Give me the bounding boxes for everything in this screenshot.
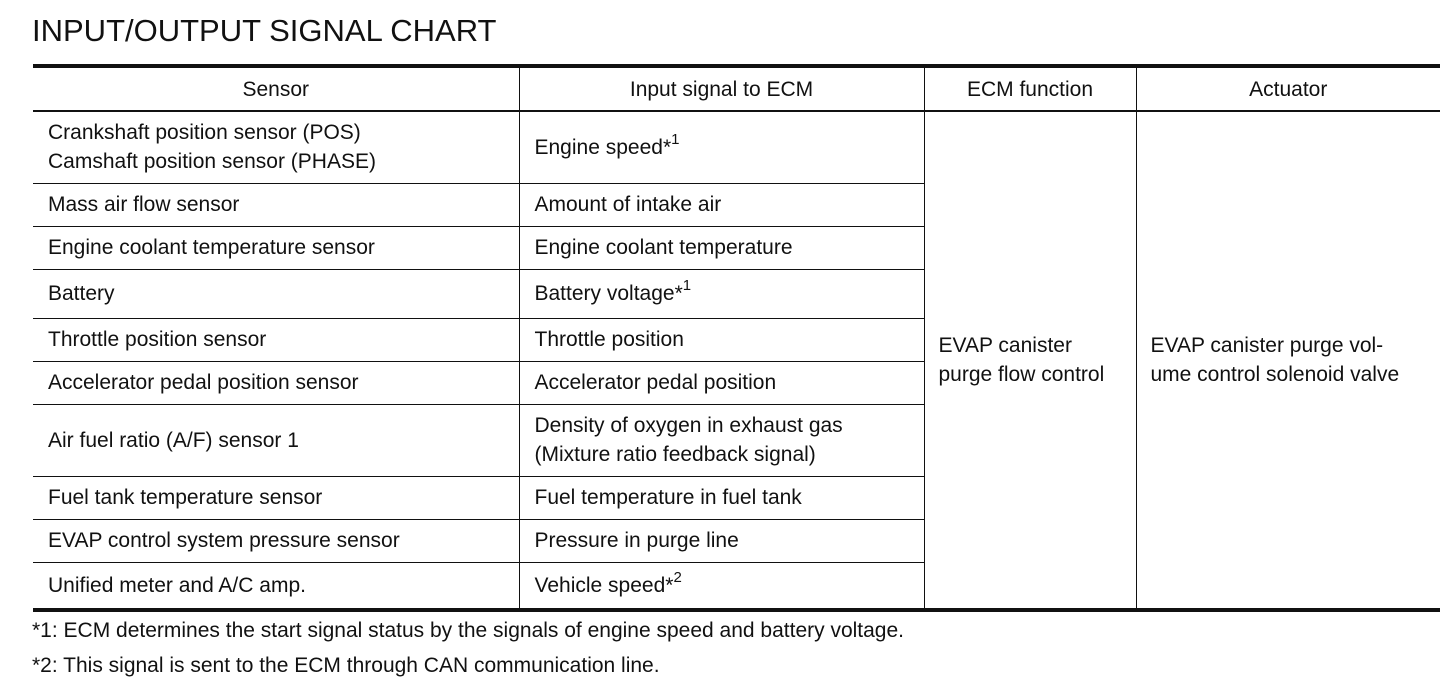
sensor-cell [33, 111, 519, 183]
input-signal-cell [519, 111, 924, 183]
actuator-line: EVAP canister purge vol- [1150, 334, 1384, 357]
actuator-cell [1136, 111, 1440, 610]
input-signal-text: Battery voltage* [534, 282, 683, 305]
input-signal-cell [519, 404, 924, 476]
input-signal-text: Vehicle speed* [534, 573, 674, 597]
sensor-cell: Air fuel ratio (A/F) sensor 1 [33, 404, 519, 476]
input-signal-cell [519, 269, 924, 318]
input-signal-line: (Mixture ratio feedback signal) [534, 443, 816, 466]
input-signal-text: Engine speed* [534, 135, 672, 159]
table-header-row [33, 66, 1440, 111]
input-signal-cell: Amount of intake air [519, 183, 924, 226]
sensor-cell: Accelerator pedal position sensor [33, 361, 519, 404]
input-signal-cell: Fuel temperature in fuel tank [519, 476, 924, 519]
ecm-function-line: EVAP canister [938, 334, 1072, 357]
input-signal-cell: Engine coolant temperature [519, 226, 924, 269]
signal-table [33, 64, 1440, 612]
sensor-cell: Throttle position sensor [33, 318, 519, 361]
sensor-cell: Fuel tank temperature sensor [33, 476, 519, 519]
sensor-cell: EVAP control system pressure sensor [33, 519, 519, 562]
actuator-line: ume control solenoid valve [1150, 363, 1400, 386]
ecm-function-line: purge flow control [938, 363, 1105, 386]
footnote-marker: 1 [682, 277, 692, 294]
sensor-cell: Engine coolant temperature sensor [33, 226, 519, 269]
footnote-marker: 2 [673, 568, 682, 586]
sensor-cell: Battery [33, 269, 519, 318]
chart-title: INPUT/OUTPUT SIGNAL CHART [32, 13, 497, 48]
ecm-function-cell [924, 111, 1136, 610]
footnote-2: *2: This signal is sent to the ECM through CAN communication line. [32, 654, 660, 677]
header-sensor: Sensor [33, 66, 519, 111]
header-ecm-function: ECM function [924, 66, 1136, 111]
input-signal-cell: Pressure in purge line [519, 519, 924, 562]
header-input-signal: Input signal to ECM [519, 66, 924, 111]
input-signal-cell [519, 562, 924, 610]
table-row [33, 111, 1440, 183]
footnote-marker: 1 [671, 130, 680, 148]
sensor-cell: Mass air flow sensor [33, 183, 519, 226]
sensor-line: Crankshaft position sensor (POS) [48, 121, 361, 145]
input-signal-cell: Throttle position [519, 318, 924, 361]
sensor-line: Camshaft position sensor (PHASE) [48, 150, 376, 174]
input-signal-line: Density of oxygen in exhaust gas [534, 414, 843, 437]
sensor-cell: Unified meter and A/C amp. [33, 562, 519, 610]
input-signal-cell: Accelerator pedal position [519, 361, 924, 404]
footnote-1: *1: ECM determines the start signal status by the signals of engine speed and battery voltage. [32, 619, 905, 642]
header-actuator: Actuator [1136, 66, 1440, 111]
